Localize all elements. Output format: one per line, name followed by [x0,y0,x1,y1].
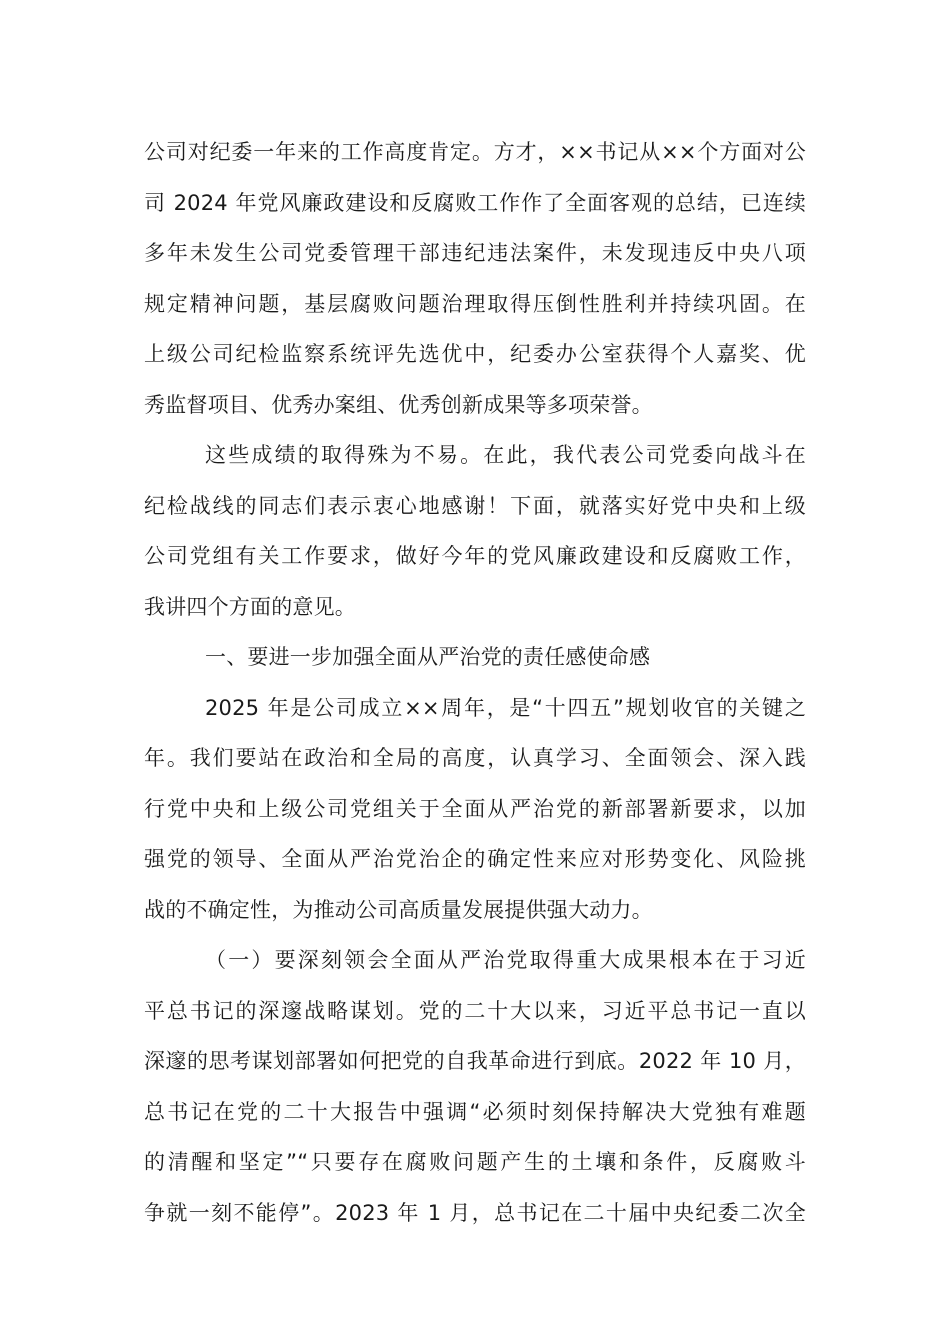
text-line: 这些成绩的取得殊为不易。在此，我代表公司党委向战斗在 [205,443,806,467]
paragraph [144,127,806,430]
text-line: 深邃的思考谋划部署如何把党的自我革命进行到底。2022 年 10 月， [144,1049,806,1073]
text-line: 纪检战线的同志们表示衷心地感谢！下面，就落实好党中央和上级 [144,493,806,518]
text-line: 公司对纪委一年来的工作高度肯定。方才，××书记从××个方面对公 [144,140,806,164]
text-line: （一）要深刻领会全面从严治党取得重大成果根本在于习近 [205,948,806,972]
text-line: 的清醒和坚定”“只要存在腐败问题产生的土壤和条件，反腐败斗 [144,1150,806,1174]
paragraph [144,683,806,936]
document-body [144,127,806,1238]
text-line: 年。我们要站在政治和全局的高度，认真学习、全面领会、深入践 [144,746,806,770]
text-line: 行党中央和上级公司党组关于全面从严治党的新部署新要求，以加 [144,796,806,821]
text-line: 争就一刻不能停”。2023 年 1 月，总书记在二十届中央纪委二次全 [144,1200,806,1225]
text-line: 我讲四个方面的意见。 [144,594,356,619]
paragraph [144,430,806,632]
text-line: 总书记在党的二十大报告中强调“必须时刻保持解决大党独有难题 [144,1099,806,1124]
text-line: 公司党组有关工作要求，做好今年的党风廉政建设和反腐败工作， [144,544,806,568]
paragraph [144,935,806,1238]
text-line: 司 2024 年党风廉政建设和反腐败工作作了全面客观的总结，已连续 [144,190,806,215]
text-line: 战的不确定性，为推动公司高质量发展提供强大动力。 [144,897,653,922]
text-line: 上级公司纪检监察系统评先选优中，纪委办公室获得个人嘉奖、优 [144,342,806,366]
text-line: 多年未发生公司党委管理干部违纪违法案件，未发现违反中央八项 [144,241,806,265]
text-line: 强党的领导、全面从严治党治企的确定性来应对形势变化、风险挑 [144,847,806,871]
section-heading [144,632,806,683]
text-line: 规定精神问题，基层腐败问题治理取得压倒性胜利并持续巩固。在 [144,291,806,316]
text-line: 2025 年是公司成立××周年，是“十四五”规划收官的关键之 [205,695,806,720]
heading-text: 一、要进一步加强全面从严治党的责任感使命感 [205,645,651,669]
text-line: 平总书记的深邃战略谋划。党的二十大以来，习近平总书记一直以 [144,998,806,1023]
text-line: 秀监督项目、优秀办案组、优秀创新成果等多项荣誉。 [144,392,653,417]
